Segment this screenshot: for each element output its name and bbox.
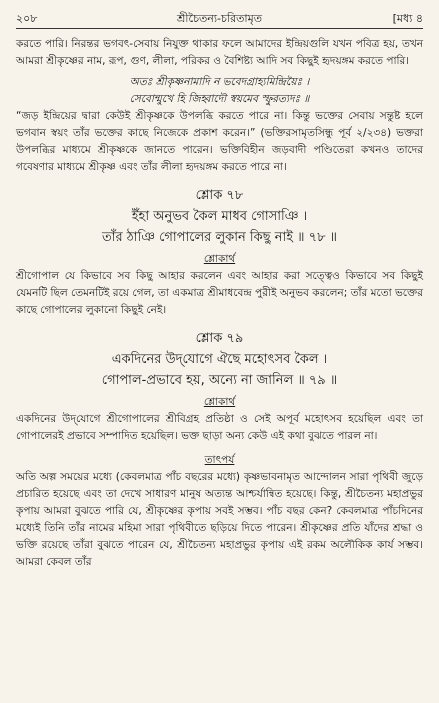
sloka-79-heading: শ্লোক ৭৯: [195, 331, 244, 346]
purport-heading: তাৎপর্য: [204, 454, 235, 466]
page-number: ২০৮: [16, 12, 38, 25]
purport-text: অতি অল্প সময়ের মধ্যে (কেবলমাত্র পাঁচ বছরের মধ্যে) কৃষ্ণভাবনামৃত আন্দোলন সারা পৃথিবী জুড়ে প্রচারিত হয়েছে এবং তা দেখে সাধারণ মানুষ অত্যন্ত আশ্চর্যান্বিত হয়েছে। কিন্তু, শ্রীচৈতন্য মহাপ্রভুর কৃপায় আমরা বুঝতে পারি যে, শ্রীকৃষ্ণের কৃপায় সবই সম্ভব। পাঁচ বছর কেন? কেবলমাত্র পাঁচদিনের মধ্যেই তিনি তাঁর নামের মহিমা সারা পৃথিবীতে ছড়িয়ে দিতে পারেন। শ্রীকৃষ্ণের প্রতি যাঁদের শ্রদ্ধা ও ভক্তি রয়েছে তাঁরা বুঝতে পারেন যে, শ্রীচৈতন্য মহাপ্রভুর কৃপায় এই রকম অলৌকিক কার্য সম্ভব। আমরা কেবল তাঁর: [16, 471, 423, 568]
purport-continuation: করতে পারি। নিরন্তর ভগবৎ-সেবায় নিযুক্ত থাকার ফলে আমাদের ইন্দ্রিয়গুলি যখন পবিত্র হয়, তখন আমরা শ্রীকৃষ্ণের নাম, রূপ, গুণ, লীলা, পরিকর ও বৈশিষ্ট্য আদি সব কিছুই হৃদয়ঙ্গম করতে পারি।: [16, 38, 423, 67]
sloka-79-translation: একদিনের উদ্‌যোগে শ্রীগোপালের শ্রীবিগ্রহ প্রতিষ্ঠা ও সেই অপূর্ব মহোৎসব হয়েছিল এবং তা গোপালেরই প্রভাবে সম্পাদিত হয়েছিল। ভক্ত ছাড়া অন্য কেউ এই কথা বুঝতে পারল না।: [16, 413, 423, 442]
sanskrit-quote-line-1: অতঃ শ্রীকৃষ্ণনামাদি ন ভবেদগ্রাহ্যমিন্দ্রিয়ৈঃ ।: [129, 76, 310, 88]
sloka-79-translation-heading: শ্লোকার্থ: [203, 396, 236, 408]
sloka-78-line-1: ইঁহা অনুভব কৈল মাধব গোসাঞি ।: [131, 209, 308, 224]
sanskrit-quote-line-2: সেবোন্মুখে হি জিহ্বাদৌ স্বয়মেব স্ফুরত্যদঃ ॥: [129, 93, 310, 105]
sloka-78-heading: শ্লোক ৭৮: [195, 188, 244, 203]
page-header: [16, 8, 423, 28]
sloka-78-translation-heading: শ্লোকার্থ: [203, 253, 236, 265]
sloka-79-line-2: গোপাল-প্রভাবে হয়, অন্যে না জানিল ॥ ৭৯ ॥: [101, 373, 338, 388]
purport-quote-translation: “জড় ইন্দ্রিয়ের দ্বারা কেউই শ্রীকৃষ্ণকে উপলব্ধি করতে পারে না। কিন্তু ভক্তের সেবায় সন্তুষ্ট হলে ভগবান স্বয়ং তাঁর ভক্তের কাছে নিজেকে প্রকাশ করেন।” (ভক্তিরসামৃতসিন্ধু পূর্ব ২/২৩৪) ভক্তরা উপলব্ধির মাধ্যমে শ্রীকৃষ্ণকে জানতে পারেন। ভক্তিবিহীন জড়বাদী পণ্ডিতেরা কখনও তাদের গবেষণার মাধ্যমে শ্রীকৃষ্ণ এবং তাঁর লীলা হৃদয়ঙ্গম করতে পারে না।: [16, 110, 423, 173]
sloka-78-translation: শ্রীগোপাল যে কিভাবে সব কিছু আহার করলেন এবং আহার করা সত্ত্বেও কিভাবে সব কিছুই যেমনটি ছিল তেমনটিই রয়ে গেল, তা একমাত্র শ্রীমাধবেন্দ্র পুরীই অনুভব করলেন; তাঁর মতো ভক্তের কাছে গোপালের লুকানো কিছুই নেই।: [16, 270, 423, 316]
header-rule: [16, 28, 423, 29]
chapter-label: [মধ্য ৪: [392, 12, 423, 25]
book-title: শ্রীচৈতন্য-চরিতামৃত: [177, 12, 262, 25]
sloka-78-line-2: তাঁর ঠাঞি গোপালের লুকান কিছু নাই ॥ ৭৮ ॥: [101, 230, 337, 245]
sloka-79-line-1: একদিনের উদ্‌যোগে ঐছে মহোৎসব কৈল ।: [111, 352, 328, 367]
page-body: [16, 36, 423, 571]
